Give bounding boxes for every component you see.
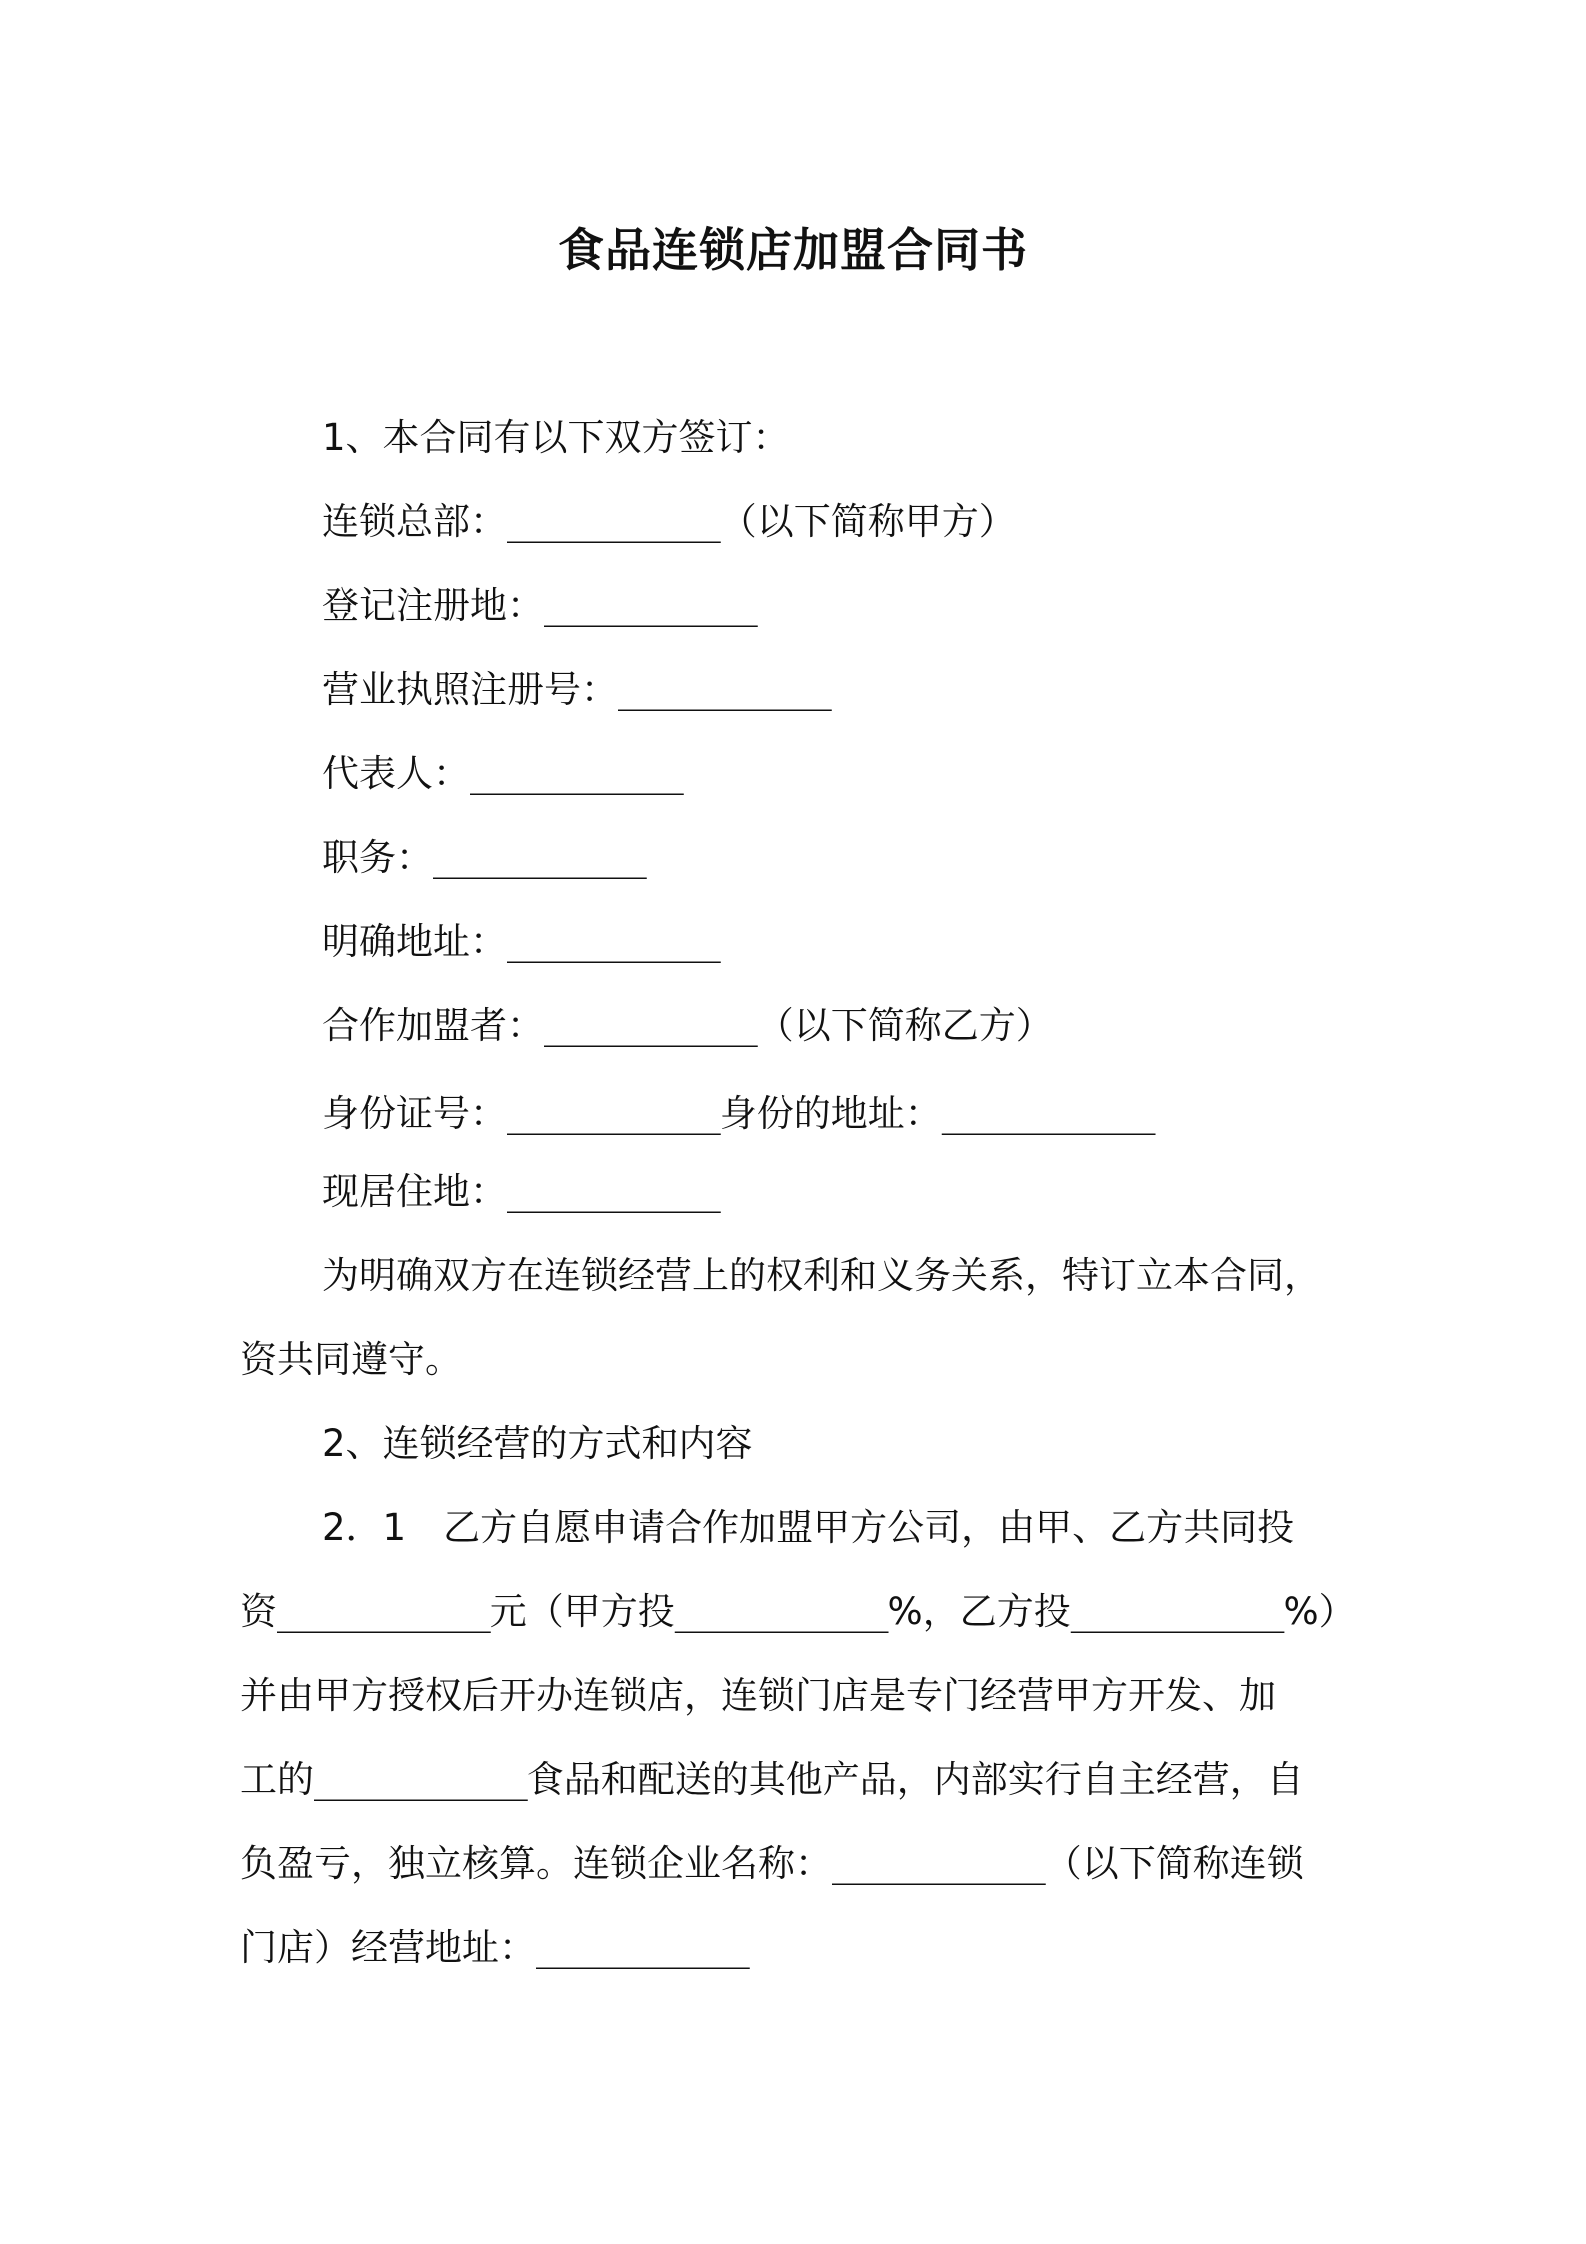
clause-text: 资 [240, 1590, 277, 1633]
clause-2-1-line-5 [240, 1838, 1304, 1890]
clause-2-1-line-1: 2．1 乙方自愿申请合作加盟甲方公司，由甲、乙方共同投 [322, 1506, 1295, 1549]
purpose-line-1: 为明确双方在连锁经营上的权利和义务关系，特订立本合同， [322, 1254, 1321, 1297]
hq-label: 连锁总部： [322, 500, 507, 543]
party-a-share-blank: __________ [674, 1590, 888, 1633]
position-label: 职务： [322, 836, 433, 879]
clause-2-1-line-6 [240, 1922, 749, 1974]
id-line [322, 1088, 1155, 1140]
hq-blank: __________ [507, 500, 720, 543]
reg-place-label: 登记注册地： [322, 584, 544, 627]
clause-text: 工的 [240, 1758, 314, 1801]
clause-text: 食品和配送的其他产品，内部实行自主经营，自 [526, 1758, 1304, 1801]
contract-title: 食品连锁店加盟合同书 [558, 223, 1028, 277]
clause-text: %，乙方投 [887, 1590, 1071, 1633]
party-b-share-blank: __________ [1070, 1590, 1284, 1633]
license-label: 营业执照注册号： [322, 668, 618, 711]
clause-2-1-line-4 [240, 1754, 1304, 1806]
id-address-label: 身份的地址： [719, 1092, 942, 1135]
position-line [322, 832, 646, 884]
food-type-blank: __________ [314, 1758, 527, 1801]
id-blank: __________ [507, 1092, 720, 1135]
reg-place-blank: __________ [544, 584, 757, 627]
position-blank: __________ [433, 836, 646, 879]
business-address-blank: __________ [536, 1926, 749, 1969]
rep-blank: __________ [470, 752, 683, 795]
purpose-line-2: 资共同遵守。 [240, 1338, 462, 1381]
rep-line [322, 748, 683, 800]
section1-heading: 1、本合同有以下双方签订： [322, 416, 790, 459]
hq-line [322, 496, 1016, 548]
clause-text: 门店）经营地址： [240, 1926, 536, 1969]
residence-label: 现居住地： [322, 1170, 507, 1213]
license-line [322, 664, 831, 716]
clause-text: 元（甲方投 [489, 1590, 675, 1633]
address-label: 明确地址： [322, 920, 507, 963]
clause-text: %） [1283, 1590, 1356, 1633]
investment-blank: __________ [277, 1590, 490, 1633]
clause-2-1-line-2 [240, 1586, 1356, 1638]
license-blank: __________ [618, 668, 831, 711]
rep-label: 代表人： [322, 752, 470, 795]
reg-place-line [322, 580, 757, 632]
residence-line [322, 1166, 720, 1218]
company-name-blank: __________ [832, 1842, 1045, 1885]
clause-text: （以下简称连锁 [1044, 1842, 1304, 1885]
address-line [322, 916, 720, 968]
id-label: 身份证号： [322, 1092, 507, 1135]
clause-text: 负盈亏，独立核算。连锁企业名称： [240, 1842, 832, 1885]
clause-2-1-line-3: 并由甲方授权后开办连锁店，连锁门店是专门经营甲方开发、加 [240, 1674, 1276, 1717]
id-address-blank: __________ [941, 1092, 1155, 1135]
franchisee-label: 合作加盟者： [322, 1004, 544, 1047]
franchisee-suffix: （以下简称乙方） [756, 1004, 1053, 1047]
address-blank: __________ [507, 920, 720, 963]
section2-heading: 2、连锁经营的方式和内容 [322, 1422, 753, 1465]
franchisee-line [322, 1000, 1053, 1052]
residence-blank: __________ [507, 1170, 720, 1213]
hq-suffix: （以下简称甲方） [719, 500, 1016, 543]
franchisee-blank: __________ [544, 1004, 757, 1047]
